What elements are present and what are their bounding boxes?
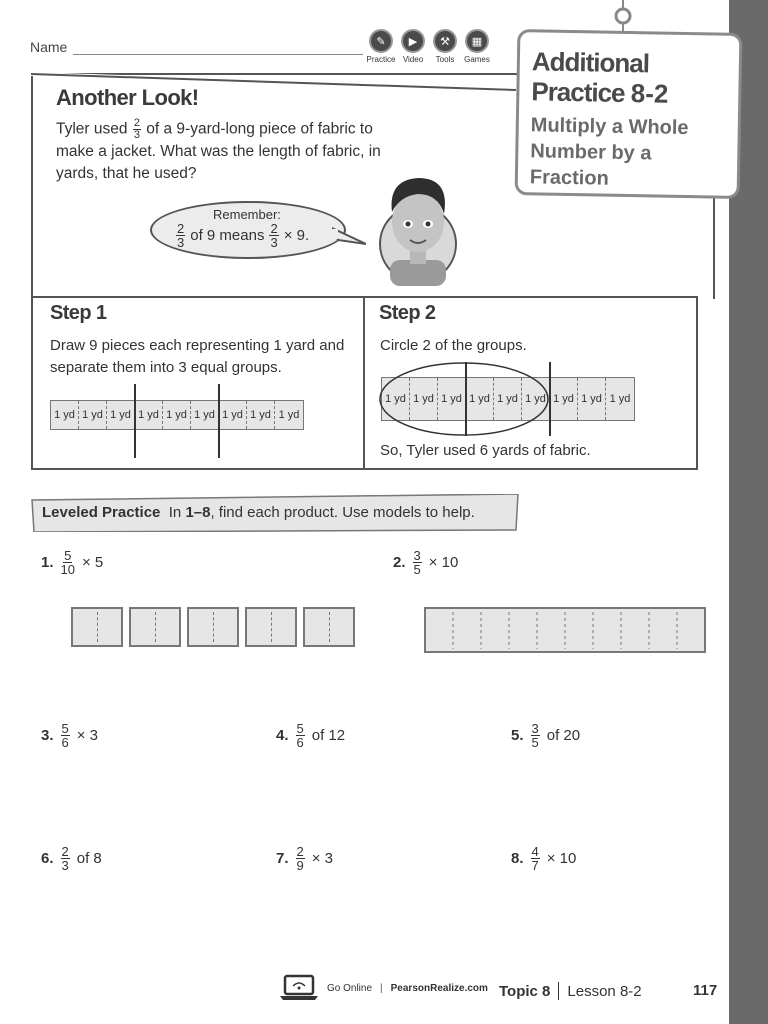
yard-cell: 1 yd <box>550 378 578 420</box>
fraction-numerator: 2 <box>133 117 140 129</box>
model-box <box>245 607 297 647</box>
fraction-denominator: 3 <box>61 858 69 873</box>
tools-label: Tools <box>435 55 455 64</box>
subtitle-line-3: Fraction <box>529 166 609 190</box>
fraction-numerator: 5 <box>61 721 69 736</box>
problem-fraction <box>133 118 141 141</box>
practice-button[interactable] <box>366 29 396 64</box>
title-card <box>515 29 743 199</box>
yard-cell: 1 yd <box>219 401 247 429</box>
subtitle-line-1: Multiply a Whole <box>530 114 689 140</box>
lesson-number: 8-2 <box>630 78 669 109</box>
video-button[interactable] <box>398 29 428 64</box>
footer-separator: | <box>380 982 383 994</box>
problem-fraction <box>296 722 305 749</box>
problem-operation: × 3 <box>311 850 334 867</box>
play-icon: ▶ <box>401 29 425 53</box>
fraction-denominator: 10 <box>60 562 75 577</box>
another-look-title: Another Look! <box>56 85 199 110</box>
problem-fraction <box>531 722 540 749</box>
yard-cell: 1 yd <box>578 378 606 420</box>
page-number: 117 <box>693 982 718 999</box>
problem-pre: Tyler used <box>56 120 128 138</box>
problem-1 <box>41 549 103 576</box>
problem-number: 8. <box>511 850 524 867</box>
step2-text: Circle 2 of the groups. <box>380 337 527 354</box>
problem-operation: of 12 <box>311 727 346 744</box>
subtitle-line-2: Number by a <box>530 140 652 165</box>
name-label: Name <box>30 39 68 55</box>
pearson-realize-link[interactable]: PearsonRealize.com <box>390 982 488 994</box>
fraction-denominator: 3 <box>177 235 185 250</box>
model-box <box>71 607 123 647</box>
problem-8 <box>511 845 576 872</box>
problem-operation: of 20 <box>546 727 581 744</box>
tools-button[interactable] <box>430 29 460 64</box>
wrench-icon: ⚒ <box>433 29 457 53</box>
video-label: Video <box>402 55 424 64</box>
yard-cell: 1 yd <box>410 378 438 420</box>
step2-conclusion: So, Tyler used 6 yards of fabric. <box>380 442 591 459</box>
leveled-practice-text <box>42 504 475 521</box>
step1-text: Draw 9 pieces each representing 1 yard and separate them into 3 equal groups. <box>50 337 345 376</box>
yard-cell: 1 yd <box>494 378 522 420</box>
grid-icon: ▦ <box>465 29 489 53</box>
pencil-icon: ✎ <box>369 29 393 53</box>
fraction-denominator: 7 <box>531 858 539 873</box>
remember-mid: of 9 means <box>190 227 265 244</box>
yard-cell: 1 yd <box>163 401 191 429</box>
fraction-denominator: 5 <box>531 735 539 750</box>
laptop-icon <box>279 974 319 1002</box>
problem-operation: × 5 <box>81 554 104 571</box>
title-line-1: Additional <box>531 46 650 79</box>
yard-cell: 1 yd <box>247 401 275 429</box>
problem-operation: × 10 <box>546 850 577 867</box>
leveled-practice-label: Leveled Practice <box>42 504 161 521</box>
yard-cell: 1 yd <box>278 409 300 421</box>
title-subtitle <box>530 112 689 193</box>
yard-cell: 1 yd <box>135 401 163 429</box>
fraction-denominator: 3 <box>133 129 140 141</box>
problem-7 <box>276 845 333 872</box>
fraction-numerator: 5 <box>296 721 304 736</box>
another-look-problem <box>56 118 406 185</box>
games-label: Games <box>464 55 490 64</box>
yard-cell: 1 yd <box>466 378 494 420</box>
footer-divider <box>558 982 559 1000</box>
speech-bubble-tail <box>332 224 366 246</box>
problem-2-model <box>424 607 707 654</box>
problem-1-model <box>71 607 355 647</box>
model-box <box>129 607 181 647</box>
problem-operation: × 10 <box>428 554 459 571</box>
fraction-numerator: 2 <box>177 221 185 236</box>
fraction-numerator: 2 <box>61 844 69 859</box>
student-avatar <box>378 170 458 288</box>
group-divider-line <box>465 362 467 436</box>
yard-cell: 1 yd <box>522 378 550 420</box>
footer-lesson: Lesson 8-2 <box>567 982 642 1000</box>
go-online-text: Go Online <box>327 982 373 994</box>
leveled-instruction: , find each product. Use models to help. <box>210 504 475 521</box>
fraction-numerator: 3 <box>413 548 421 563</box>
fraction-denominator: 6 <box>61 735 69 750</box>
problem-number: 4. <box>276 727 289 744</box>
circled-groups <box>378 360 558 440</box>
problem-fraction <box>296 845 305 872</box>
problem-number: 3. <box>41 727 54 744</box>
fraction-denominator: 5 <box>413 562 421 577</box>
problem-fraction <box>61 722 70 749</box>
fraction-denominator: 9 <box>296 858 304 873</box>
problem-number: 6. <box>41 850 54 867</box>
problem-fraction <box>531 845 540 872</box>
practice-label: Practice <box>366 55 396 64</box>
problem-operation: of 8 <box>76 850 102 867</box>
problem-number: 7. <box>276 850 289 867</box>
fraction-denominator: 3 <box>270 235 278 250</box>
yard-cell: 1 yd <box>79 401 107 429</box>
problem-number: 5. <box>511 727 524 744</box>
model-box <box>303 607 355 647</box>
group-divider-line <box>134 384 136 458</box>
fraction-numerator: 2 <box>296 844 304 859</box>
fraction-numerator: 2 <box>270 221 278 236</box>
remember-fraction-1 <box>176 222 185 249</box>
title-line-2 <box>531 76 669 108</box>
problem-5 <box>511 722 580 749</box>
problem-6 <box>41 845 102 872</box>
step2-title: Step 2 <box>379 302 436 324</box>
fraction-numerator: 3 <box>531 721 539 736</box>
problem-fraction <box>61 549 75 576</box>
yard-cell: 1 yd <box>107 401 135 429</box>
problem-operation: × 3 <box>76 727 99 744</box>
fraction-numerator: 4 <box>531 844 539 859</box>
problem-post: of a 9-yard-long piece of fabric to make a jacket. What was the length of fabric, in yards, that he used? <box>56 120 381 182</box>
group-divider-line <box>218 384 220 458</box>
title-practice: Practice <box>531 76 625 108</box>
problem-2 <box>393 549 458 576</box>
games-button[interactable] <box>462 29 492 64</box>
leveled-intro: In <box>168 504 182 521</box>
yard-cell: 1 yd <box>438 378 466 420</box>
remember-fraction-2 <box>269 222 278 249</box>
steps-divider <box>363 297 365 470</box>
remember-expression <box>175 222 309 249</box>
footer-topic: Topic 8 <box>499 982 551 1000</box>
title-heading <box>531 46 669 108</box>
problem-3 <box>41 722 98 749</box>
footer-lesson-info <box>499 982 642 1000</box>
fraction-numerator: 5 <box>64 548 72 563</box>
step1-tape-model <box>50 400 304 430</box>
step1-title: Step 1 <box>50 302 107 324</box>
yard-cell: 1 yd <box>191 401 219 429</box>
name-line <box>73 54 363 55</box>
problem-fraction <box>413 549 422 576</box>
remember-label: Remember: <box>213 207 281 222</box>
problem-fraction <box>61 845 70 872</box>
online-tools <box>366 29 492 64</box>
problem-4 <box>276 722 345 749</box>
model-box <box>187 607 239 647</box>
problem-number: 1. <box>41 554 54 571</box>
problem-number: 2. <box>393 554 406 571</box>
leveled-range: 1–8 <box>185 504 211 521</box>
fraction-denominator: 6 <box>296 735 304 750</box>
remember-end: × 9. <box>283 227 310 244</box>
yard-cell: 1 yd <box>382 378 410 420</box>
group-divider-line <box>549 362 551 436</box>
footer-go-online[interactable] <box>279 974 488 1002</box>
yard-cell: 1 yd <box>51 401 79 429</box>
yard-cell: 1 yd <box>609 393 631 405</box>
